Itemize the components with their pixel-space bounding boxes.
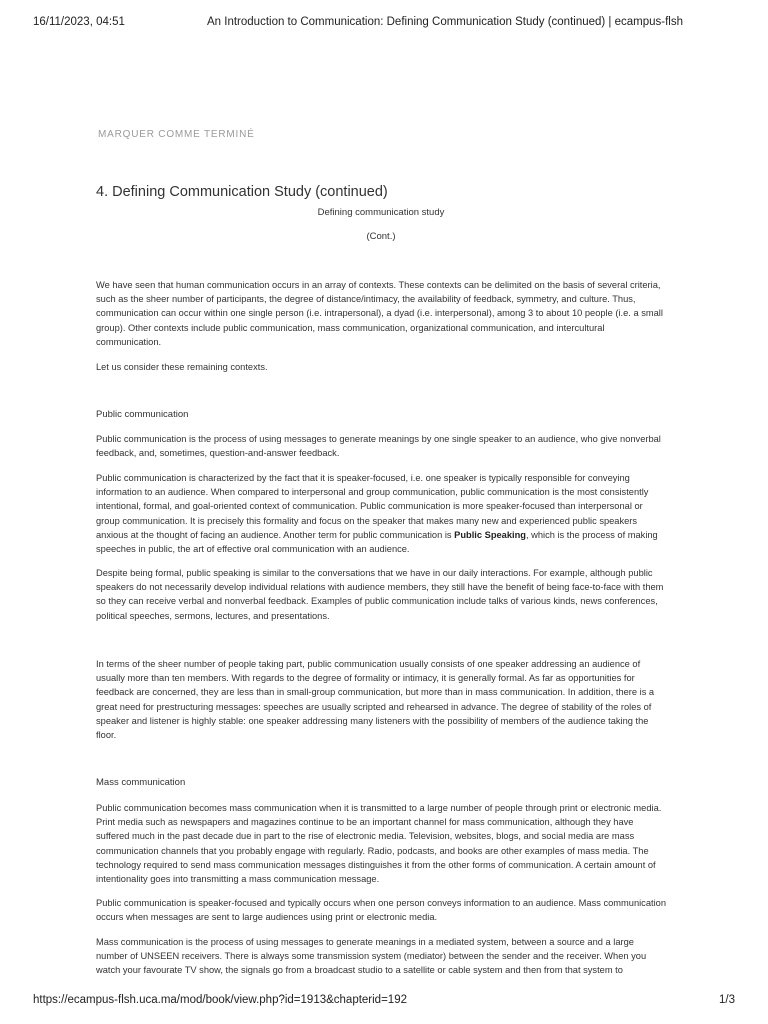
print-page-title: An Introduction to Communication: Defining Communication Study (continued) | ecampus-flsh bbox=[207, 16, 683, 28]
print-url: https://ecampus-flsh.uca.ma/mod/book/view.php?id=1913&chapterid=192 bbox=[33, 994, 407, 1006]
paragraph-public-2-text-end: , which is the process of making speeches in public, the art of effective oral communication with an audience. bbox=[96, 529, 658, 555]
page-number: 1/3 bbox=[719, 994, 735, 1006]
paragraph-intro: We have seen that human communication occurs in an array of contexts. These contexts can be delimited on the basis of several criteria, such as the sheer number of participants, the degree of distance/intimacy, the availability of feedback, symmetry, and culture. Thus, communication can occur within one single person (i.e. intrapersonal), a dyad (i.e. interpersonal), among 3 to about 10 people (i.e. a small group). Other contexts include public communication, mass communication, organizational communication, and intercultural communication. bbox=[96, 280, 663, 347]
paragraph-mass-1: Public communication becomes mass communication when it is transmitted to a large number of people through print or electronic media. Print media such as newspapers and magazines continue to be an important channel for mass communication, although they have suffered much in the past decade due in part to the rise of electronic media. Television, websites, blogs, and social media are mass communication channels that you probably engage with regularly. Radio, podcasts, and books are other examples of mass media. The technology required to send mass communication messages distinguishes it from the other forms of communication. A certain amount of intentionality goes into transmitting a mass communication message. bbox=[96, 803, 662, 885]
paragraph-consider: Let us consider these remaining contexts. bbox=[96, 362, 268, 372]
paragraph-public-4: In terms of the sheer number of people taking part, public communication usually consists of one speaker addressing an audience of usually more than ten members. With regards to the degree of formality or intimacy, it is generally formal. As far as opportunities for feedback are concerned, they are less than in small-group communication, but more than in mass communication. In addition, there is a great need for prestructuring messages: speeches are usually scripted and rehearsed in advance. The degree of stability of the roles of speaker and listener is highly stable: one speaker addressing many listeners with the possibility of members of the audience taking the floor. bbox=[96, 659, 655, 741]
term-public-speaking: Public Speaking bbox=[454, 529, 526, 540]
paragraph-public-2 bbox=[96, 471, 668, 556]
paragraph-mass-3: Mass communication is the process of using messages to generate meanings in a mediated system, between a source and a large number of UNSEEN receivers. There is always some transmission system (mediator) between the sender and the receiver. When you watch your favourate TV show, the signals go from a broadcast studio to a satellite or cable system and then from that system to bbox=[96, 937, 647, 976]
mark-as-done-button[interactable]: MARQUER COMME TERMINÉ bbox=[98, 129, 255, 140]
chapter-subtitle-cont: (Cont.) bbox=[366, 231, 396, 242]
chapter-title: 4. Defining Communication Study (continued) bbox=[96, 184, 388, 200]
chapter-subtitle: Defining communication study bbox=[317, 207, 445, 218]
section-heading-mass: Mass communication bbox=[96, 777, 186, 788]
paragraph-public-3: Despite being formal, public speaking is similar to the conversations that we have in our daily interactions. For example, although public speakers do not necessarily develop individual relations with audience members, they still have the benefit of being face-to-face with them so they can receive verbal and nonverbal feedback. Examples of public communication include talks of various kinds, news conferences, political speeches, sermons, lectures, and presentations. bbox=[96, 568, 664, 621]
print-footer bbox=[33, 994, 735, 1008]
section-heading-public: Public communication bbox=[96, 409, 189, 420]
paragraph-public-2-text: Public communication is characterized by the fact that it is speaker-focused, i.e. one speaker is typically responsible for conveying information to an audience. When compared to interpersonal and group communication, public communication is the most consistently intentional, formal, and goal-oriented context of communication. Public communication is more speaker-focused than interpersonal or group communication. It is precisely this formality and focus on the speaker that makes many new and experienced public speakers anxious at the thought of facing an audience. Another term for public communication is bbox=[96, 473, 649, 540]
paragraph-public-1: Public communication is the process of using messages to generate meanings by one single speaker to an audience, who give nonverbal feedback, and, sometimes, question-and-answer feedback. bbox=[96, 434, 661, 459]
paragraph-mass-2: Public communication is speaker-focused and typically occurs when one person conveys information to an audience. Mass communication occurs when messages are sent to large audiences using print or electronic media. bbox=[96, 898, 666, 923]
print-datetime: 16/11/2023, 04:51 bbox=[33, 16, 125, 28]
print-header bbox=[33, 16, 735, 30]
